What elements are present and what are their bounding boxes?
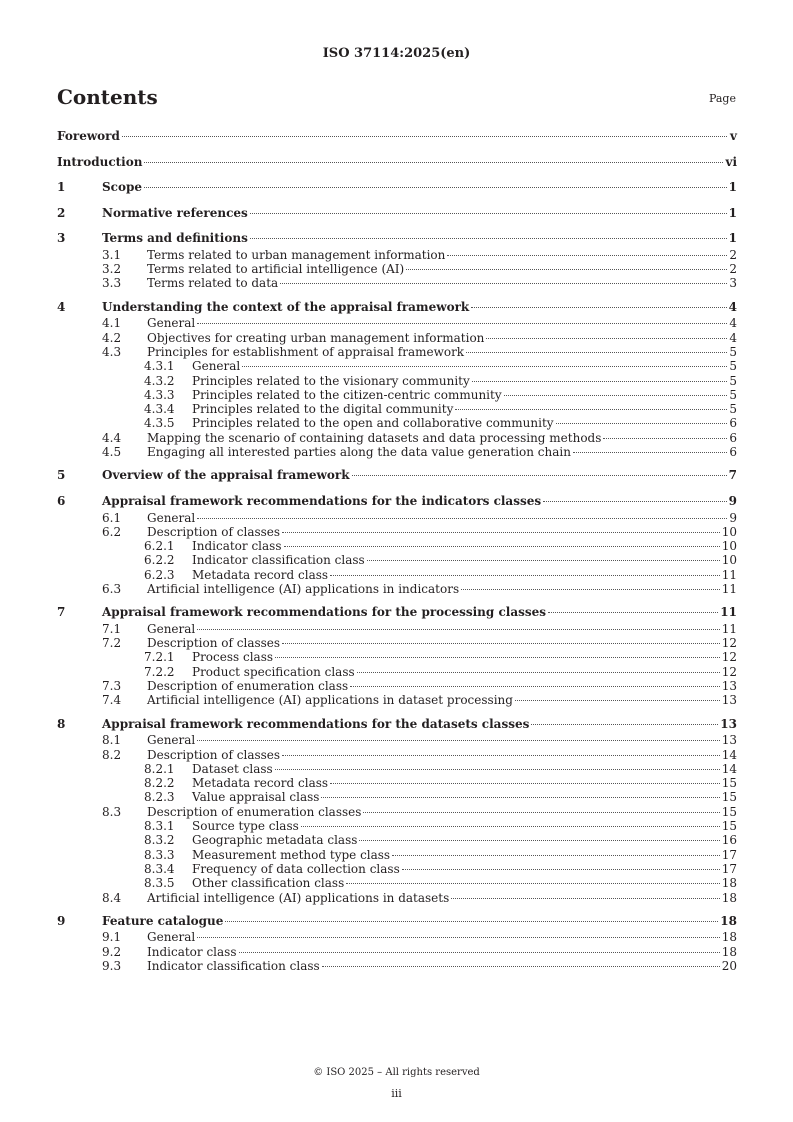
toc-entry-title: Principles related to the open and collaborative community	[192, 416, 554, 431]
toc-entry-number: 6.2.3	[144, 567, 175, 582]
toc-entry-title: Principles for establishment of appraisal framework	[147, 344, 465, 359]
dot-leader	[392, 855, 720, 856]
toc-entry-number: 8.2	[102, 747, 122, 762]
toc-entry-number: 9.1	[102, 930, 122, 945]
toc-entry[interactable]	[57, 582, 737, 596]
toc-entry-title: Geographic metadata class	[192, 833, 358, 848]
toc-entry-page: 5	[729, 359, 737, 374]
toc-entry-page: 20	[721, 959, 737, 974]
toc-entry-title: Mapping the scenario of containing datasets and data processing methods	[147, 430, 602, 445]
toc-entry-title: General	[147, 510, 196, 525]
toc-entry-page: 16	[721, 833, 737, 848]
toc-entry-title: Normative references	[102, 205, 248, 220]
dot-leader	[330, 783, 720, 784]
toc-entry[interactable]	[57, 431, 737, 445]
dot-leader	[330, 575, 720, 576]
toc-entry-page: 18	[721, 876, 737, 891]
toc-entry-page: 1	[728, 231, 737, 246]
toc-entry-title: General	[147, 316, 196, 331]
toc-entry-number: 8.3.5	[144, 876, 175, 891]
dot-leader	[406, 269, 727, 270]
toc-entry-page: 4	[728, 299, 737, 314]
page-number: iii	[391, 1087, 402, 1100]
toc-entry-title: Scope	[102, 180, 143, 195]
dot-leader	[242, 366, 727, 367]
toc-entry[interactable]	[57, 679, 737, 693]
dot-leader	[556, 423, 727, 424]
dot-leader	[352, 475, 727, 476]
toc-entry-page: 13	[721, 693, 737, 708]
dot-leader	[471, 307, 726, 308]
toc-entry-number: 6.1	[102, 510, 122, 525]
toc-entry[interactable]	[57, 128, 737, 146]
toc-entry[interactable]	[57, 568, 737, 582]
toc-entry[interactable]	[57, 790, 737, 804]
toc-entry-title: Terms and definitions	[102, 231, 248, 246]
dot-leader	[239, 952, 720, 953]
toc-entry-title: Objectives for creating urban management information	[147, 330, 485, 345]
toc-entry-number: 8.3.2	[144, 833, 175, 848]
toc-entry-number: 6.3	[102, 582, 122, 596]
toc-entry[interactable]	[57, 930, 737, 944]
toc-entry-title: Description of classes	[147, 747, 281, 762]
toc-entry-title: Appraisal framework recommendations for the indicators classes	[102, 494, 542, 509]
dot-leader	[531, 724, 718, 725]
dot-leader	[543, 501, 727, 502]
table-of-contents	[57, 128, 737, 973]
toc-entry-title: Principles related to the visionary community	[192, 373, 470, 388]
toc-entry-number: 1	[57, 180, 66, 195]
toc-entry-title: Frequency of data collection class	[192, 861, 400, 876]
toc-entry-number: 3.2	[102, 262, 122, 277]
toc-entry-page: 11	[721, 567, 737, 582]
dot-leader	[548, 612, 718, 613]
toc-entry[interactable]	[57, 539, 737, 553]
toc-entry-title: Appraisal framework recommendations for the datasets classes	[102, 716, 530, 731]
toc-entry[interactable]	[57, 299, 737, 317]
toc-entry[interactable]	[57, 345, 737, 359]
toc-entry-number: 7.3	[102, 679, 122, 694]
toc-entry-page: 18	[721, 944, 737, 959]
toc-entry[interactable]	[57, 262, 737, 276]
toc-entry[interactable]	[57, 716, 737, 734]
toc-entry-title: Appraisal framework recommendations for the processing classes	[102, 605, 547, 620]
toc-entry[interactable]	[57, 154, 737, 172]
toc-entry-page: 9	[729, 510, 737, 525]
toc-entry-title: Indicator class	[147, 944, 237, 959]
toc-entry-number: 8.1	[102, 733, 122, 748]
dot-leader	[603, 438, 727, 439]
document-header: ISO 37114:2025(en)	[322, 46, 471, 61]
toc-entry[interactable]	[57, 748, 737, 762]
toc-entry-page: 18	[721, 930, 737, 945]
toc-entry-page: 7	[728, 468, 737, 483]
dot-leader	[301, 826, 720, 827]
dot-leader	[466, 352, 727, 353]
dot-leader	[197, 323, 727, 324]
toc-entry-title: General	[147, 621, 196, 636]
toc-entry-title: Indicator classification class	[192, 553, 365, 568]
dot-leader	[197, 740, 719, 741]
toc-entry[interactable]	[57, 636, 737, 650]
dot-leader	[461, 589, 720, 590]
toc-entry-number: 4.5	[102, 445, 122, 460]
toc-entry-number: 3	[57, 231, 66, 246]
toc-entry-number: 8.3.1	[144, 819, 175, 834]
toc-entry-title: Indicator classification class	[147, 959, 320, 974]
toc-entry-title: Description of classes	[147, 524, 281, 539]
toc-entry[interactable]	[57, 416, 737, 430]
toc-entry-number: 7.2	[102, 636, 122, 651]
toc-entry-title: Terms related to data	[147, 276, 279, 291]
dot-leader	[321, 797, 719, 798]
toc-entry-number: 8.2.1	[144, 761, 175, 776]
toc-entry-page: 9	[728, 494, 737, 509]
toc-entry-page: 4	[729, 330, 737, 345]
contents-title: Contents	[57, 85, 158, 109]
toc-entry-number: 8.3.3	[144, 847, 175, 862]
dot-leader	[447, 255, 727, 256]
toc-entry-title: Value appraisal class	[192, 790, 320, 805]
toc-entry-page: 5	[729, 402, 737, 417]
toc-entry-page: 12	[721, 650, 737, 665]
dot-leader	[455, 409, 727, 410]
dot-leader	[402, 869, 720, 870]
toc-entry-title: Artificial intelligence (AI) applications in indicators	[147, 582, 460, 596]
toc-entry[interactable]	[57, 248, 737, 262]
toc-entry-title: Overview of the appraisal framework	[102, 468, 350, 483]
toc-entry[interactable]	[57, 230, 737, 248]
toc-entry[interactable]	[57, 359, 737, 373]
toc-entry-title: Understanding the context of the appraisal framework	[102, 299, 470, 314]
toc-entry[interactable]	[57, 819, 737, 833]
toc-entry-page: 18	[721, 890, 737, 905]
toc-entry[interactable]	[57, 945, 737, 959]
toc-entry[interactable]	[57, 876, 737, 890]
toc-entry-page: 6	[729, 416, 737, 431]
dot-leader	[250, 238, 727, 239]
toc-entry-title: Description of enumeration classes	[147, 804, 362, 819]
toc-entry-page: 2	[729, 247, 737, 262]
dot-leader	[122, 136, 727, 137]
toc-entry-page: 11	[720, 605, 737, 620]
toc-entry[interactable]	[57, 862, 737, 876]
toc-entry-number: 4.2	[102, 330, 122, 345]
toc-entry-number: 7.2.2	[144, 664, 175, 679]
toc-entry[interactable]	[57, 331, 737, 345]
toc-entry[interactable]	[57, 833, 737, 847]
toc-entry-title: Metadata record class	[192, 567, 329, 582]
toc-entry-page: 17	[721, 847, 737, 862]
dot-leader	[284, 546, 720, 547]
toc-entry-page: 6	[729, 430, 737, 445]
toc-entry-page: 15	[721, 819, 737, 834]
toc-entry-number: 4.3	[102, 344, 122, 359]
toc-entry-page: 5	[729, 373, 737, 388]
dot-leader	[250, 213, 727, 214]
dot-leader	[197, 629, 719, 630]
dot-leader	[282, 755, 720, 756]
toc-entry-title: Foreword	[57, 129, 120, 143]
toc-entry-number: 8.3.4	[144, 861, 175, 876]
dot-leader	[144, 162, 723, 163]
toc-entry[interactable]	[57, 553, 737, 567]
dot-leader	[359, 840, 719, 841]
toc-entry[interactable]	[57, 959, 737, 973]
toc-entry-page: 15	[721, 776, 737, 791]
toc-entry-number: 5	[57, 468, 66, 483]
dot-leader	[472, 381, 727, 382]
dot-leader	[367, 560, 720, 561]
toc-entry-number: 7.1	[102, 621, 122, 636]
toc-entry-number: 4.3.4	[144, 402, 175, 417]
toc-entry-number: 9.2	[102, 944, 122, 959]
toc-entry[interactable]	[57, 805, 737, 819]
page-column-label: Page	[708, 92, 736, 105]
dot-leader	[280, 283, 727, 284]
toc-entry-title: Indicator class	[192, 539, 282, 554]
toc-entry-page: 13	[720, 716, 737, 731]
toc-entry[interactable]	[57, 374, 737, 388]
toc-entry-page: 1	[728, 180, 737, 195]
toc-entry[interactable]	[57, 467, 737, 485]
toc-entry-title: Artificial intelligence (AI) applications in dataset processing	[147, 693, 513, 708]
dot-leader	[486, 338, 727, 339]
toc-entry-page: vi	[725, 154, 737, 169]
toc-entry-page: 6	[729, 445, 737, 460]
toc-entry-number: 4	[57, 299, 66, 314]
toc-entry-number: 4.3.3	[144, 387, 175, 402]
dot-leader	[357, 672, 720, 673]
toc-entry-title: Metadata record class	[192, 776, 329, 791]
toc-entry-title: Terms related to artificial intelligence (AI)	[147, 262, 405, 277]
toc-entry[interactable]	[57, 525, 737, 539]
toc-entry-page: 15	[721, 790, 737, 805]
toc-entry-page: 5	[729, 344, 737, 359]
dot-leader	[504, 395, 727, 396]
toc-entry-title: Terms related to urban management information	[147, 247, 446, 262]
toc-entry-title: Feature catalogue	[102, 913, 224, 928]
toc-entry-number: 8.2.3	[144, 790, 175, 805]
toc-entry-page: 13	[721, 679, 737, 694]
dot-leader	[225, 921, 718, 922]
dot-leader	[322, 966, 720, 967]
toc-entry[interactable]	[57, 493, 737, 511]
dot-leader	[197, 518, 727, 519]
toc-entry-title: Process class	[192, 650, 274, 665]
toc-entry-page: 18	[720, 913, 737, 928]
dot-leader	[275, 769, 720, 770]
toc-entry-title: Artificial intelligence (AI) applications in datasets	[147, 890, 450, 905]
toc-entry-title: Description of enumeration class	[147, 679, 349, 694]
toc-entry[interactable]	[57, 650, 737, 664]
toc-entry-number: 7.4	[102, 693, 122, 708]
toc-entry-page: v	[730, 129, 737, 143]
toc-entry-title: Description of classes	[147, 636, 281, 651]
toc-entry[interactable]	[57, 511, 737, 525]
dot-leader	[573, 452, 727, 453]
dot-leader	[282, 532, 720, 533]
toc-entry-number: 4.3.1	[144, 359, 175, 374]
toc-entry-number: 3.1	[102, 247, 122, 262]
toc-entry-number: 7	[57, 605, 66, 620]
toc-entry-number: 8.2.2	[144, 776, 175, 791]
toc-entry-page: 2	[729, 262, 737, 277]
toc-entry[interactable]	[57, 891, 737, 905]
toc-entry[interactable]	[57, 693, 737, 707]
toc-entry-page: 12	[721, 636, 737, 651]
toc-entry-page: 3	[729, 276, 737, 291]
toc-entry-page: 11	[721, 582, 737, 596]
dot-leader	[451, 898, 719, 899]
toc-entry-title: General	[147, 733, 196, 748]
toc-entry[interactable]	[57, 205, 737, 223]
dot-leader	[197, 937, 719, 938]
dot-leader	[275, 657, 720, 658]
toc-entry-number: 6.2	[102, 524, 122, 539]
toc-entry[interactable]	[57, 762, 737, 776]
dot-leader	[515, 700, 720, 701]
toc-entry-number: 4.3.2	[144, 373, 175, 388]
toc-entry-title: Engaging all interested parties along the data value generation chain	[147, 445, 571, 460]
dot-leader	[282, 643, 720, 644]
toc-entry[interactable]	[57, 622, 737, 636]
toc-entry-number: 4.4	[102, 430, 122, 445]
toc-entry-title: Principles related to the digital community	[192, 402, 454, 417]
toc-entry-page: 12	[721, 664, 737, 679]
toc-entry[interactable]	[57, 388, 737, 402]
toc-entry-number: 6.2.2	[144, 553, 175, 568]
toc-entry-page: 5	[729, 387, 737, 402]
toc-entry[interactable]	[57, 776, 737, 790]
toc-entry-title: Introduction	[57, 154, 143, 169]
toc-entry[interactable]	[57, 913, 737, 931]
toc-entry-page: 4	[729, 316, 737, 331]
toc-entry-number: 8.4	[102, 890, 122, 905]
toc-entry-title: Dataset class	[192, 761, 273, 776]
toc-entry[interactable]	[57, 179, 737, 197]
toc-entry-number: 4.1	[102, 316, 122, 331]
toc-entry-number: 8.3	[102, 804, 122, 819]
copyright-notice: © ISO 2025 – All rights reserved	[313, 1067, 480, 1078]
toc-entry-title: Other classification class	[192, 876, 345, 891]
toc-entry-title: Source type class	[192, 819, 299, 834]
toc-entry-number: 6	[57, 494, 66, 509]
toc-entry-page: 11	[721, 621, 737, 636]
toc-entry[interactable]	[57, 604, 737, 622]
dot-leader	[350, 686, 720, 687]
toc-entry-title: General	[147, 930, 196, 945]
toc-entry[interactable]	[57, 848, 737, 862]
dot-leader	[144, 187, 727, 188]
toc-entry-number: 7.2.1	[144, 650, 175, 665]
toc-entry-page: 17	[721, 861, 737, 876]
toc-entry-number: 9.3	[102, 959, 122, 974]
toc-entry-number: 6.2.1	[144, 539, 175, 554]
dot-leader	[363, 812, 719, 813]
toc-entry-page: 14	[721, 761, 737, 776]
toc-entry[interactable]	[57, 402, 737, 416]
toc-entry-page: 10	[721, 524, 737, 539]
toc-entry-page: 10	[721, 539, 737, 554]
toc-entry-page: 14	[721, 747, 737, 762]
toc-entry-page: 13	[721, 733, 737, 748]
toc-entry-number: 2	[57, 205, 66, 220]
toc-entry-number: 9	[57, 913, 66, 928]
dot-leader	[346, 883, 719, 884]
toc-entry[interactable]	[57, 316, 737, 330]
toc-entry[interactable]	[57, 445, 737, 459]
toc-entry-title: Principles related to the citizen-centric community	[192, 387, 502, 402]
toc-entry[interactable]	[57, 276, 737, 290]
toc-entry-number: 8	[57, 716, 66, 731]
toc-entry-title: Product specification class	[192, 664, 355, 679]
toc-entry[interactable]	[57, 733, 737, 747]
toc-entry-page: 10	[721, 553, 737, 568]
toc-entry-page: 1	[728, 205, 737, 220]
toc-entry-number: 3.3	[102, 276, 122, 291]
toc-entry-title: Measurement method type class	[192, 847, 391, 862]
toc-entry[interactable]	[57, 665, 737, 679]
toc-entry-page: 15	[721, 804, 737, 819]
toc-entry-number: 4.3.5	[144, 416, 175, 431]
toc-entry-title: General	[192, 359, 241, 374]
